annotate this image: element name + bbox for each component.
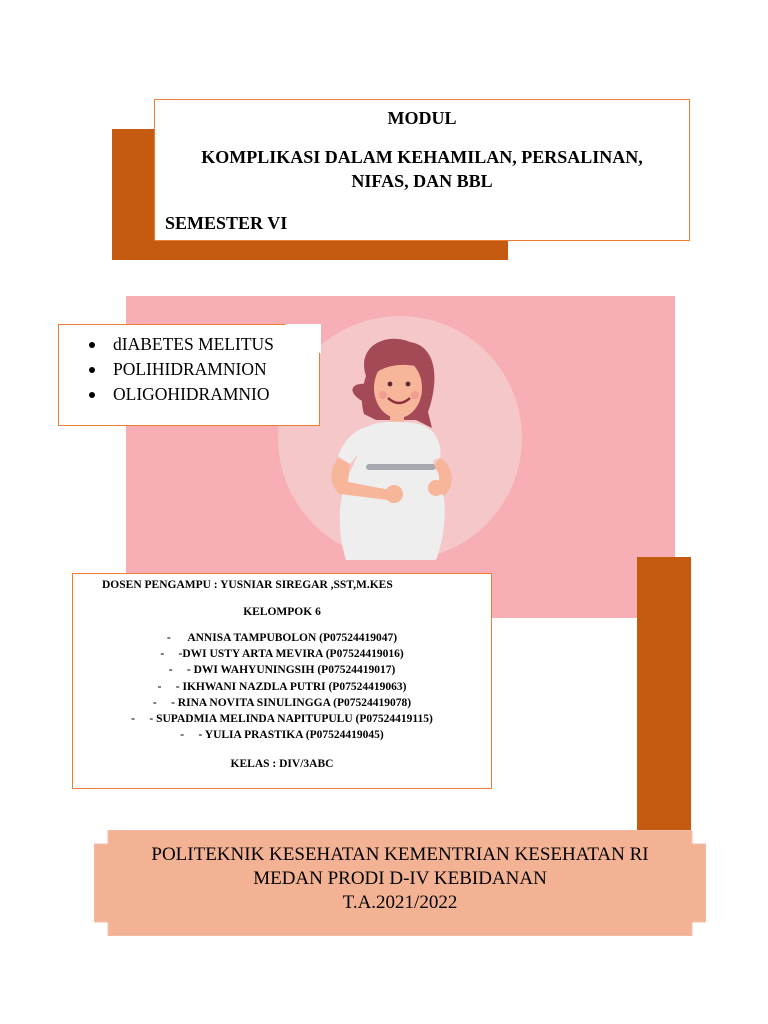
topics-list xyxy=(89,332,274,407)
member-item: - - DWI WAHYUNINGSIH (P07524419017) xyxy=(168,664,396,677)
callout-corner-fold xyxy=(285,324,321,354)
semester-label: SEMESTER VI xyxy=(165,213,288,233)
topics-callout xyxy=(58,324,320,426)
module-title-line-1: KOMPLIKASI DALAM KEHAMILAN, PERSALINAN, xyxy=(201,147,643,167)
member-list xyxy=(73,630,491,743)
dress-belt xyxy=(366,464,436,470)
member-item: - - IKHWANI NAZDLA PUTRI (P07524419063) xyxy=(157,680,407,693)
member-item: - - YULIA PRASTIKA (P07524419045) xyxy=(180,729,384,742)
module-title xyxy=(155,145,689,193)
title-box xyxy=(154,99,690,241)
institution-line-1: POLITEKNIK KESEHATAN KEMENTRIAN KESEHATAN RI xyxy=(151,844,649,865)
module-title-line-2: NIFAS, DAN BBL xyxy=(351,171,493,191)
institution-text xyxy=(94,843,706,915)
topic-item: POLIHIDRAMNION xyxy=(89,357,274,382)
institution-line-2: MEDAN PRODI D-IV KEBIDANAN xyxy=(253,868,547,889)
member-item: - - SUPADMIA MELINDA NAPITUPULU (P07524419115) xyxy=(131,713,433,726)
academic-year: T.A.2021/2022 xyxy=(342,892,458,913)
class-label: KELAS : DIV/3ABC xyxy=(230,758,334,770)
member-item: - ANNISA TAMPUBOLON (P07524419047) xyxy=(166,632,398,644)
lecturer-label: DOSEN PENGAMPU : YUSNIAR SIREGAR ,SST,M.KES xyxy=(102,579,393,591)
topic-item: dIABETES MELITUS xyxy=(89,332,274,357)
decorative-bar-right xyxy=(637,557,691,875)
member-item: - -DWI USTY ARTA MEVIRA (P07524419016) xyxy=(160,648,404,661)
group-info-box xyxy=(72,573,492,789)
title-modul: MODUL xyxy=(387,108,457,128)
member-item: - - RINA NOVITA SINULINGGA (P07524419078) xyxy=(152,696,412,709)
topic-item: OLIGOHIDRAMNIO xyxy=(89,382,274,407)
group-name: KELOMPOK 6 xyxy=(243,606,321,618)
